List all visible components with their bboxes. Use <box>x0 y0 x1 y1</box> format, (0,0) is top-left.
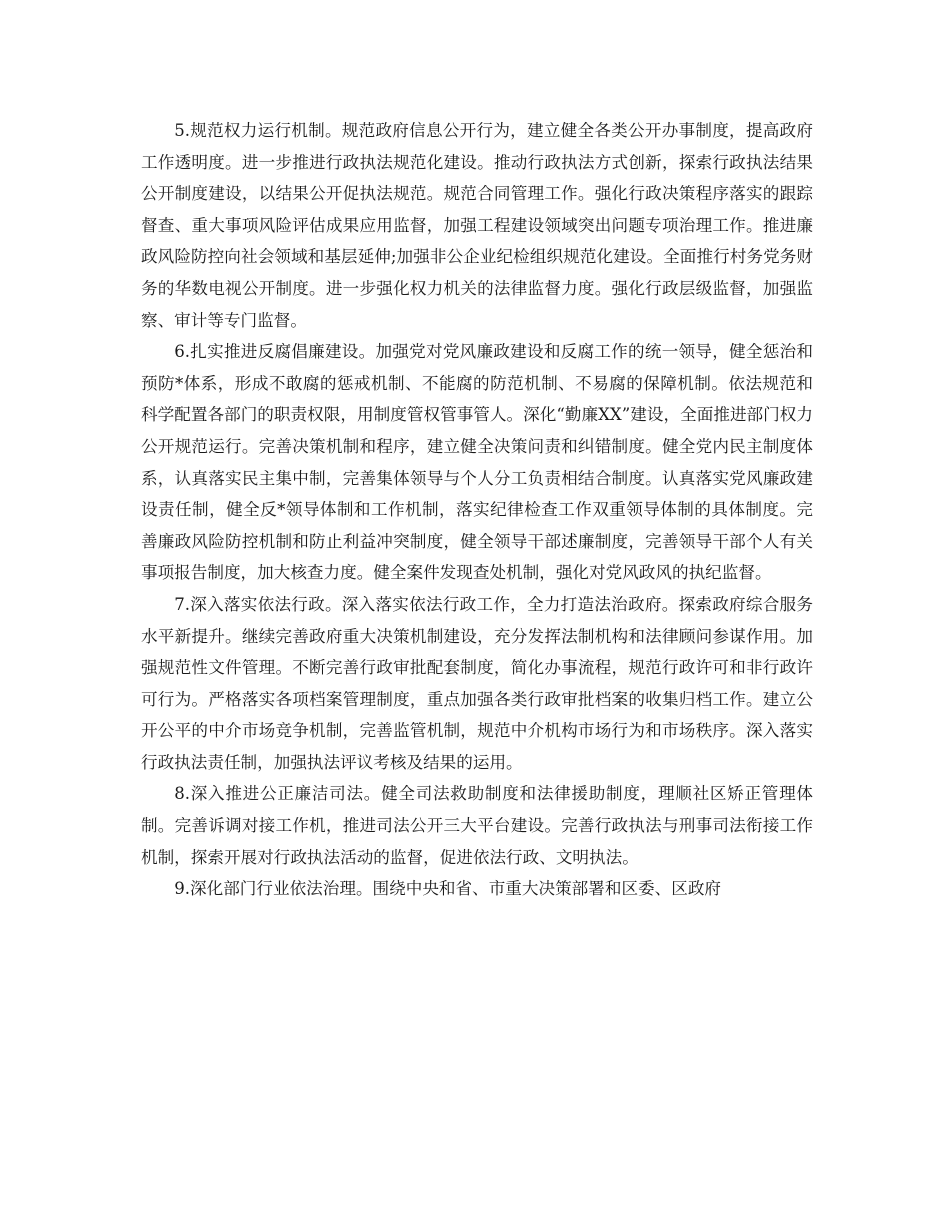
paragraph-5: 5.规范权力运行机制。规范政府信息公开行为，建立健全各类公开办事制度，提高政府工作透明度。进一步推进行政执法规范化建设。推动行政执法方式创新，探索行政执法结果公开制度建设，以结果公开促执法规范。规范合同管理工作。强化行政决策程序落实的跟踪督查、重大事项风险评估成果应用监督，加强工程建设领域突出问题专项治理工作。推进廉政风险防控向社会领域和基层延伸;加强非公企业纪检组织规范化建设。全面推行村务党务财务的华数电视公开制度。进一步强化权力机关的法律监督力度。强化行政层级监督，加强监察、审计等专门监督。 <box>141 121 813 330</box>
paragraph-7: 7.深入落实依法行政。深入落实依法行政工作，全力打造法治政府。探索政府综合服务水平新提升。继续完善政府重大决策机制建设，充分发挥法制机构和法律顾问参谋作用。加强规范性文件管理。不断完善行政审批配套制度，简化办事流程，规范行政许可和非行政许可行为。严格落实各项档案管理制度，重点加强各类行政审批档案的收集归档工作。建立公开公平的中介市场竞争机制，完善监管机制，规范中介机构市场行为和市场秩序。深入落实行政执法责任制，加强执法评议考核及结果的运用。 <box>141 594 813 772</box>
paragraph-8: 8.深入推进公正廉洁司法。健全司法救助制度和法律援助制度，理顺社区矫正管理体制。完善诉调对接工作机，推进司法公开三大平台建设。完善行政执法与刑事司法衔接工作机制，探索开展对行政执法活动的监督，促进依法行政、文明执法。 <box>141 784 813 867</box>
paragraph-9: 9.深化部门行业依法治理。围绕中央和省、市重大决策部署和区委、区政府 <box>174 879 722 899</box>
paragraph-6: 6.扎实推进反腐倡廉建设。加强党对党风廉政建设和反腐工作的统一领导，健全惩治和预防*体系，形成不敢腐的惩戒机制、不能腐的防范机制、不易腐的保障机制。依法规范和科学配置各部门的职责权限，用制度管权管事管人。深化“勤廉XX”建设，全面推进部门权力公开规范运行。完善决策机制和程序，建立健全决策问责和纠错制度。健全党内民主制度体系，认真落实民主集中制，完善集体领导与个人分工负责相结合制度。认真落实党风廉政建设责任制，健全反*领导体制和工作机制，落实纪律检查工作双重领导体制的具体制度。完善廉政风险防控机制和防止利益冲突制度，健全领导干部述廉制度，完善领导干部个人有关事项报告制度，加大核查力度。健全案件发现查处机制，强化对党风政风的执纪监督。 <box>141 342 813 583</box>
document-body <box>141 115 813 905</box>
